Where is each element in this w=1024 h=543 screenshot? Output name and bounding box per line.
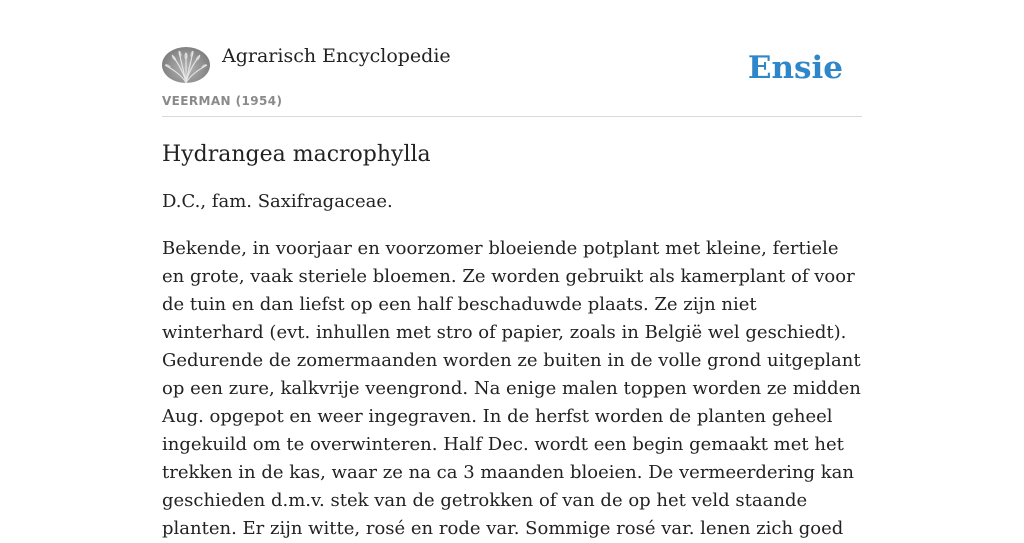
source-title[interactable]: Agrarisch Encyclopedie <box>222 45 451 67</box>
wheat-ears-icon[interactable] <box>162 47 210 83</box>
article-title: Hydrangea macrophylla <box>162 142 431 167</box>
brand-logo[interactable]: Ensie <box>747 50 843 86</box>
article-meta: D.C., fam. Saxifragaceae. <box>162 191 393 212</box>
article-body: Bekende, in voorjaar en voorzomer bloeiende potplant met kleine, fertiele en grote, vaak steriele bloemen. Ze worden gebruikt als kamerplant of voor de tuin en dan liefst op een half beschaduwde plaats. Ze zijn niet winterhard (evt. inhullen met stro of papier, zoals in België wel geschiedt). Gedurende de zomermaanden worden ze buiten in de volle grond uitgeplant op een zure, kalkvrije veengrond. Na enige malen toppen worden ze midden Aug. opgepot en weer ingegraven. In de herfst worden de planten geheel ingekuild om te overwinteren. Half Dec. wordt een begin gemaakt met het trekken in de kas, waar ze na ca 3 maanden bloeien. De vermeerdering kan geschieden d.m.v. stek van de getrokken of van de op het veld staande planten. Er zijn witte, rosé en rode var. Sommige rosé var. lenen zich goed <box>162 238 861 539</box>
source-header <box>162 40 862 117</box>
source-author[interactable]: VEERMAN (1954) <box>162 94 283 108</box>
article <box>162 138 862 543</box>
